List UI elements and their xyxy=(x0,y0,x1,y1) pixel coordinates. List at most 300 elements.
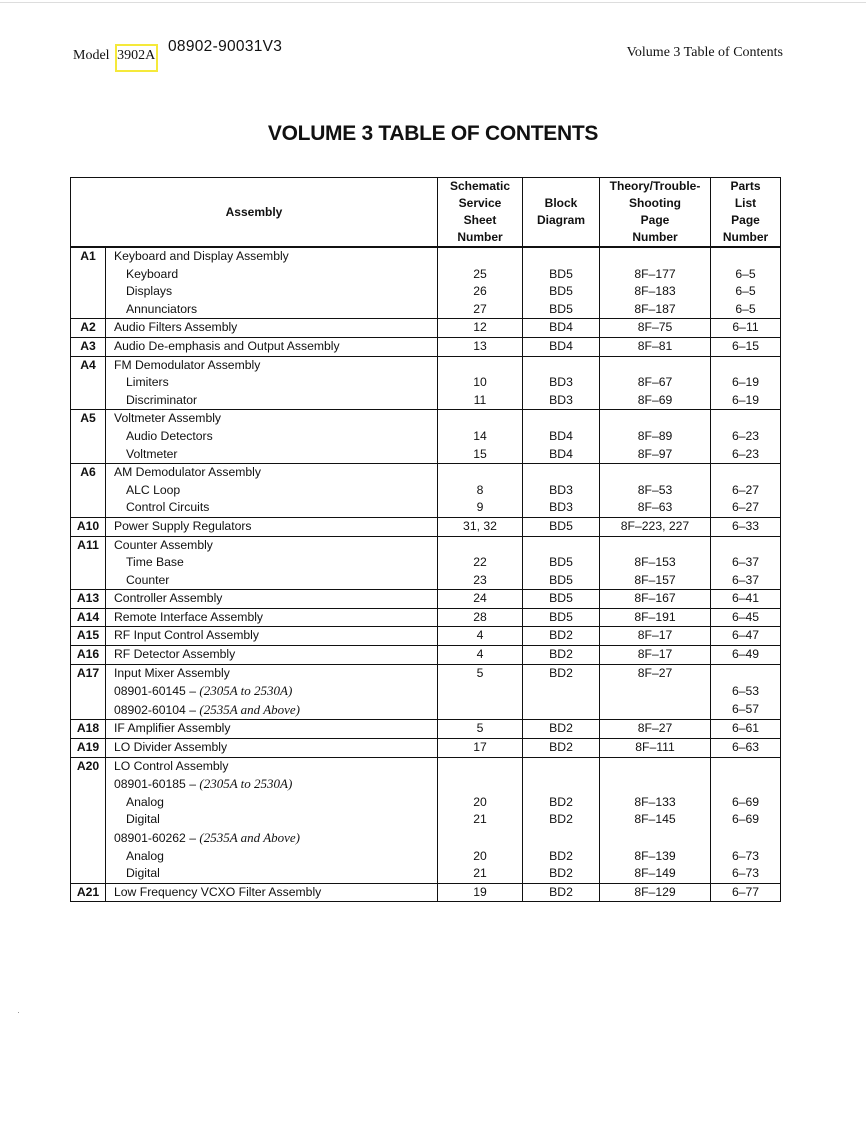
col-parts-line: List xyxy=(734,196,757,210)
theory-page xyxy=(600,536,711,554)
assembly-id: A20 xyxy=(71,757,106,775)
theory-page: 8F–89 xyxy=(600,428,711,446)
table-row xyxy=(71,608,781,627)
block-diagram: BD2 xyxy=(523,794,600,812)
theory-page: 8F–17 xyxy=(600,646,711,665)
assembly-id xyxy=(71,682,106,701)
assembly-text: Keyboard xyxy=(126,266,179,281)
assembly-name xyxy=(106,865,438,883)
theory-page: 8F–223, 227 xyxy=(600,517,711,536)
assembly-name xyxy=(106,848,438,866)
assembly-id: A19 xyxy=(71,739,106,758)
parts-list-page: 6–19 xyxy=(711,392,781,410)
col-parts xyxy=(711,178,781,248)
parts-list-page xyxy=(711,464,781,482)
assembly-name xyxy=(106,829,438,848)
schematic-number xyxy=(438,682,523,701)
assembly-group xyxy=(71,627,781,646)
parts-list-page xyxy=(711,247,781,266)
block-diagram xyxy=(523,356,600,374)
assembly-name xyxy=(106,757,438,775)
col-parts-line: Number xyxy=(722,230,769,244)
parts-list-page: 6–53 xyxy=(711,682,781,701)
assembly-id xyxy=(71,865,106,883)
col-schematic-line: Number xyxy=(457,230,503,244)
assembly-group xyxy=(71,410,781,464)
block-diagram: BD4 xyxy=(523,319,600,338)
schematic-number xyxy=(438,829,523,848)
parts-list-page: 6–5 xyxy=(711,283,781,301)
theory-page: 8F–111 xyxy=(600,739,711,758)
block-diagram: BD4 xyxy=(523,337,600,356)
parts-list-page: 6–61 xyxy=(711,720,781,739)
col-parts-line: Parts xyxy=(730,179,761,193)
assembly-text: Audio Detectors xyxy=(126,428,213,443)
assembly-group xyxy=(71,590,781,609)
assembly-name xyxy=(106,428,438,446)
schematic-number: 20 xyxy=(438,848,523,866)
table-header-row xyxy=(71,178,781,248)
block-diagram xyxy=(523,410,600,428)
theory-page: 8F–69 xyxy=(600,392,711,410)
parts-list-page: 6–19 xyxy=(711,374,781,392)
block-diagram xyxy=(523,682,600,701)
assembly-id: A6 xyxy=(71,464,106,482)
assembly-text: IF Amplifier Assembly xyxy=(114,721,231,736)
theory-page xyxy=(600,247,711,266)
parts-list-page xyxy=(711,829,781,848)
schematic-number: 9 xyxy=(438,499,523,517)
block-diagram xyxy=(523,829,600,848)
table-row xyxy=(71,428,781,446)
col-schematic-line: Schematic xyxy=(449,179,511,193)
table-row xyxy=(71,865,781,883)
assembly-text: 08901-60185 – xyxy=(114,777,200,792)
theory-page xyxy=(600,775,711,794)
contents-table xyxy=(70,177,781,902)
assembly-text: Voltmeter Assembly xyxy=(114,411,222,426)
parts-list-page: 6–49 xyxy=(711,646,781,665)
col-theory-line: Shooting xyxy=(629,196,681,210)
assembly-text: 08901-60262 – xyxy=(114,831,200,845)
theory-page: 8F–191 xyxy=(600,608,711,627)
block-diagram xyxy=(523,701,600,720)
assembly-id xyxy=(71,848,106,866)
assembly-text: Analog xyxy=(126,794,164,809)
schematic-number xyxy=(438,536,523,554)
block-diagram xyxy=(523,536,600,554)
assembly-name xyxy=(106,319,438,338)
assembly-name xyxy=(106,247,438,266)
table-row xyxy=(71,794,781,812)
model-header xyxy=(73,44,158,72)
assembly-text: Audio Filters Assembly xyxy=(114,320,238,335)
table-row xyxy=(71,392,781,410)
assembly-text: Voltmeter xyxy=(126,446,178,461)
assembly-text: Annunciators xyxy=(126,301,198,316)
assembly-id: A11 xyxy=(71,536,106,554)
assembly-id xyxy=(71,829,106,848)
col-assembly: Assembly xyxy=(71,178,438,248)
schematic-number: 14 xyxy=(438,428,523,446)
assembly-id xyxy=(71,572,106,590)
theory-page xyxy=(600,464,711,482)
schematic-number: 11 xyxy=(438,392,523,410)
schematic-number: 5 xyxy=(438,720,523,739)
assembly-name xyxy=(106,464,438,482)
schematic-number: 8 xyxy=(438,482,523,500)
assembly-text: Limiters xyxy=(126,375,169,390)
assembly-id xyxy=(71,374,106,392)
col-schematic-line: Sheet xyxy=(463,213,497,227)
theory-page: 8F–63 xyxy=(600,499,711,517)
col-theory-line: Theory/Trouble- xyxy=(609,179,701,193)
table-row xyxy=(71,883,781,902)
block-diagram: BD5 xyxy=(523,554,600,572)
assembly-name xyxy=(106,410,438,428)
assembly-group xyxy=(71,464,781,518)
assembly-id xyxy=(71,811,106,829)
block-diagram: BD4 xyxy=(523,428,600,446)
parts-list-page: 6–57 xyxy=(711,701,781,720)
parts-list-page: 6–63 xyxy=(711,739,781,758)
assembly-name xyxy=(106,337,438,356)
schematic-number: 28 xyxy=(438,608,523,627)
parts-list-page: 6–69 xyxy=(711,794,781,812)
schematic-number: 31, 32 xyxy=(438,517,523,536)
assembly-name xyxy=(106,482,438,500)
assembly-group xyxy=(71,739,781,758)
assembly-name xyxy=(106,608,438,627)
parts-list-page: 6–5 xyxy=(711,266,781,284)
assembly-id xyxy=(71,428,106,446)
col-block-line: Block xyxy=(544,196,578,210)
assembly-id: A18 xyxy=(71,720,106,739)
schematic-number xyxy=(438,356,523,374)
block-diagram: BD3 xyxy=(523,482,600,500)
block-diagram: BD3 xyxy=(523,374,600,392)
theory-page xyxy=(600,356,711,374)
assembly-name xyxy=(106,720,438,739)
table-row xyxy=(71,572,781,590)
table-row xyxy=(71,319,781,338)
assembly-id xyxy=(71,301,106,319)
theory-page: 8F–145 xyxy=(600,811,711,829)
assembly-text: Counter Assembly xyxy=(114,537,213,552)
serial-range: (2535A and Above) xyxy=(199,701,301,717)
assembly-group xyxy=(71,247,781,319)
assembly-name xyxy=(106,374,438,392)
parts-list-page: 6–5 xyxy=(711,301,781,319)
parts-list-page: 6–11 xyxy=(711,319,781,338)
assembly-name xyxy=(106,775,438,794)
assembly-id: A10 xyxy=(71,517,106,536)
block-diagram xyxy=(523,757,600,775)
assembly-text: Counter xyxy=(126,572,170,587)
table-row xyxy=(71,517,781,536)
parts-list-page: 6–47 xyxy=(711,627,781,646)
block-diagram: BD2 xyxy=(523,627,600,646)
schematic-number xyxy=(438,701,523,720)
assembly-text: FM Demodulator Assembly xyxy=(114,357,261,372)
parts-list-page xyxy=(711,664,781,682)
serial-range: (2305A to 2530A) xyxy=(199,776,293,792)
block-diagram: BD5 xyxy=(523,590,600,609)
theory-page: 8F–53 xyxy=(600,482,711,500)
block-diagram: BD2 xyxy=(523,646,600,665)
table-row xyxy=(71,446,781,464)
parts-list-page: 6–45 xyxy=(711,608,781,627)
assembly-name xyxy=(106,356,438,374)
section-title: Volume 3 Table of Contents xyxy=(626,45,783,60)
schematic-number: 21 xyxy=(438,811,523,829)
assembly-text: ALC Loop xyxy=(126,482,181,497)
theory-page: 8F–17 xyxy=(600,627,711,646)
assembly-id: A13 xyxy=(71,590,106,609)
assembly-text: Digital xyxy=(126,866,160,881)
assembly-text: Time Base xyxy=(126,555,184,570)
assembly-id: A1 xyxy=(71,247,106,266)
assembly-id: A21 xyxy=(71,883,106,902)
assembly-name xyxy=(106,664,438,682)
theory-page: 8F–153 xyxy=(600,554,711,572)
schematic-number: 15 xyxy=(438,446,523,464)
theory-page: 8F–139 xyxy=(600,848,711,866)
table-row xyxy=(71,356,781,374)
assembly-id xyxy=(71,266,106,284)
assembly-id: A17 xyxy=(71,664,106,682)
parts-list-page: 6–27 xyxy=(711,482,781,500)
assembly-id xyxy=(71,283,106,301)
schematic-number: 12 xyxy=(438,319,523,338)
schematic-number xyxy=(438,464,523,482)
block-diagram: BD2 xyxy=(523,865,600,883)
assembly-id xyxy=(71,499,106,517)
theory-page: 8F–187 xyxy=(600,301,711,319)
parts-list-page xyxy=(711,757,781,775)
schematic-number xyxy=(438,757,523,775)
theory-page: 8F–27 xyxy=(600,664,711,682)
col-theory-line: Number xyxy=(632,230,678,244)
theory-page: 8F–149 xyxy=(600,865,711,883)
table-row xyxy=(71,646,781,665)
theory-page: 8F–75 xyxy=(600,319,711,338)
schematic-number: 10 xyxy=(438,374,523,392)
assembly-text: RF Detector Assembly xyxy=(114,647,236,662)
schematic-number: 22 xyxy=(438,554,523,572)
assembly-group xyxy=(71,517,781,536)
schematic-number: 4 xyxy=(438,646,523,665)
table-row xyxy=(71,664,781,682)
assembly-id xyxy=(71,446,106,464)
assembly-text: Low Frequency VCXO Filter Assembly xyxy=(114,884,322,899)
assembly-id xyxy=(71,775,106,794)
block-diagram: BD2 xyxy=(523,720,600,739)
schematic-number: 26 xyxy=(438,283,523,301)
assembly-text: Digital xyxy=(126,812,160,827)
assembly-name xyxy=(106,536,438,554)
block-diagram: BD5 xyxy=(523,572,600,590)
table-row xyxy=(71,301,781,319)
assembly-name xyxy=(106,266,438,284)
assembly-id: A15 xyxy=(71,627,106,646)
assembly-text: 08902-60104 – xyxy=(114,702,200,717)
table-row xyxy=(71,337,781,356)
schematic-number: 24 xyxy=(438,590,523,609)
schematic-number: 25 xyxy=(438,266,523,284)
assembly-group xyxy=(71,720,781,739)
block-diagram: BD5 xyxy=(523,301,600,319)
table-row xyxy=(71,757,781,775)
schematic-number: 4 xyxy=(438,627,523,646)
table-row xyxy=(71,247,781,266)
assembly-name xyxy=(106,283,438,301)
block-diagram: BD5 xyxy=(523,266,600,284)
parts-list-page: 6–23 xyxy=(711,446,781,464)
parts-list-page: 6–37 xyxy=(711,554,781,572)
table-row xyxy=(71,464,781,482)
theory-page xyxy=(600,757,711,775)
page-title: VOLUME 3 TABLE OF CONTENTS xyxy=(267,122,599,145)
table-row xyxy=(71,266,781,284)
block-diagram xyxy=(523,464,600,482)
block-diagram: BD3 xyxy=(523,499,600,517)
parts-list-page: 6–41 xyxy=(711,590,781,609)
scan-speck xyxy=(18,1012,19,1013)
assembly-name xyxy=(106,682,438,701)
assembly-name xyxy=(106,392,438,410)
table-row xyxy=(71,482,781,500)
table-row xyxy=(71,811,781,829)
assembly-id: A5 xyxy=(71,410,106,428)
assembly-name xyxy=(106,701,438,720)
block-diagram: BD2 xyxy=(523,811,600,829)
table-row xyxy=(71,829,781,848)
table-row xyxy=(71,848,781,866)
assembly-text: Remote Interface Assembly xyxy=(114,609,264,624)
assembly-group xyxy=(71,757,781,883)
parts-list-page xyxy=(711,410,781,428)
theory-page: 8F–167 xyxy=(600,590,711,609)
assembly-group xyxy=(71,536,781,590)
schematic-number xyxy=(438,410,523,428)
assembly-text: 08901-60145 – xyxy=(114,684,200,699)
parts-list-page: 6–73 xyxy=(711,865,781,883)
assembly-name xyxy=(106,446,438,464)
schematic-number xyxy=(438,775,523,794)
theory-page xyxy=(600,410,711,428)
assembly-name xyxy=(106,554,438,572)
parts-list-page xyxy=(711,356,781,374)
assembly-text: Power Supply Regulators xyxy=(114,518,252,533)
parts-list-page: 6–73 xyxy=(711,848,781,866)
assembly-group xyxy=(71,883,781,902)
theory-page: 8F–177 xyxy=(600,266,711,284)
block-diagram: BD5 xyxy=(523,283,600,301)
schematic-number: 20 xyxy=(438,794,523,812)
model-number-highlight: 3902A xyxy=(115,44,158,72)
parts-list-page: 6–27 xyxy=(711,499,781,517)
schematic-number: 13 xyxy=(438,337,523,356)
theory-page: 8F–133 xyxy=(600,794,711,812)
table-row xyxy=(71,739,781,758)
serial-range: (2535A and Above) xyxy=(199,830,301,845)
model-label: Model xyxy=(73,48,110,63)
assembly-name xyxy=(106,811,438,829)
assembly-group xyxy=(71,356,781,410)
schematic-number: 23 xyxy=(438,572,523,590)
block-diagram: BD2 xyxy=(523,664,600,682)
assembly-text: Input Mixer Assembly xyxy=(114,665,230,680)
assembly-name xyxy=(106,499,438,517)
assembly-id xyxy=(71,701,106,720)
assembly-text: RF Input Control Assembly xyxy=(114,628,259,643)
col-schematic xyxy=(438,178,523,248)
parts-list-page: 6–23 xyxy=(711,428,781,446)
assembly-id: A3 xyxy=(71,337,106,356)
table-row xyxy=(71,499,781,517)
table-row xyxy=(71,283,781,301)
table-row xyxy=(71,410,781,428)
assembly-name xyxy=(106,883,438,902)
schematic-number: 19 xyxy=(438,883,523,902)
assembly-group xyxy=(71,319,781,338)
table-row xyxy=(71,590,781,609)
schematic-number xyxy=(438,247,523,266)
assembly-text: Controller Assembly xyxy=(114,591,223,606)
assembly-name xyxy=(106,739,438,758)
theory-page: 8F–97 xyxy=(600,446,711,464)
theory-page: 8F–27 xyxy=(600,720,711,739)
page-top-rule xyxy=(0,2,866,3)
assembly-text: AM Demodulator Assembly xyxy=(114,465,261,480)
assembly-group xyxy=(71,337,781,356)
table-row xyxy=(71,701,781,720)
table-row xyxy=(71,536,781,554)
assembly-name xyxy=(106,572,438,590)
document-number: 08902-90031V3 xyxy=(168,38,283,55)
schematic-number: 21 xyxy=(438,865,523,883)
assembly-text: LO Control Assembly xyxy=(114,758,229,773)
assembly-name xyxy=(106,794,438,812)
assembly-group xyxy=(71,646,781,665)
block-diagram xyxy=(523,775,600,794)
assembly-text: LO Divider Assembly xyxy=(114,740,228,755)
col-parts-line: Page xyxy=(731,213,760,227)
assembly-name xyxy=(106,517,438,536)
assembly-id xyxy=(71,554,106,572)
table-row xyxy=(71,720,781,739)
assembly-id: A14 xyxy=(71,608,106,627)
schematic-number: 5 xyxy=(438,664,523,682)
assembly-name xyxy=(106,301,438,319)
assembly-text: Keyboard and Display Assembly xyxy=(114,249,289,263)
assembly-text: Audio De-emphasis and Output Assembly xyxy=(114,338,340,353)
parts-list-page: 6–37 xyxy=(711,572,781,590)
block-diagram: BD5 xyxy=(523,608,600,627)
assembly-id xyxy=(71,392,106,410)
table-row xyxy=(71,554,781,572)
col-block xyxy=(523,178,600,248)
assembly-text: Displays xyxy=(126,284,173,299)
block-diagram: BD2 xyxy=(523,883,600,902)
assembly-group xyxy=(71,664,781,720)
assembly-name xyxy=(106,627,438,646)
table-row xyxy=(71,682,781,701)
table-row xyxy=(71,627,781,646)
assembly-id xyxy=(71,482,106,500)
block-diagram: BD2 xyxy=(523,848,600,866)
